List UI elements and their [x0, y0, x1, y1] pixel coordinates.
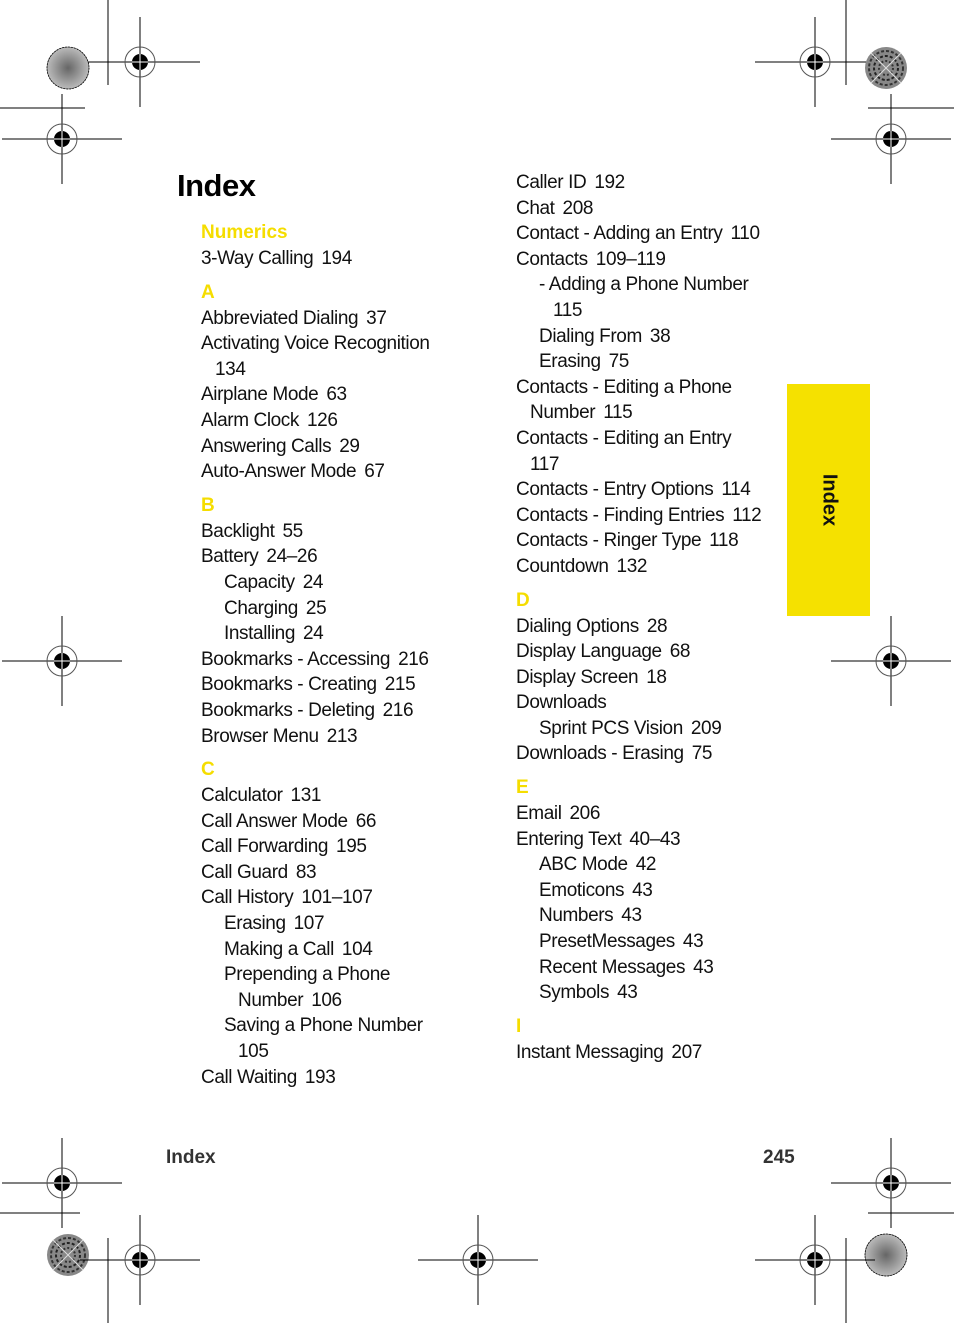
- index-page-ref[interactable]: 115: [553, 299, 583, 321]
- index-page-ref[interactable]: 43: [682, 931, 704, 953]
- index-subentry[interactable]: [516, 324, 796, 350]
- index-entry[interactable]: [516, 196, 796, 222]
- index-subentry[interactable]: [516, 980, 796, 1006]
- index-term: Call History: [201, 887, 294, 909]
- index-subentry[interactable]: [201, 570, 481, 596]
- index-entry-continuation[interactable]: [516, 400, 796, 426]
- index-page-ref[interactable]: 213: [326, 725, 358, 747]
- index-term: Number: [238, 989, 304, 1011]
- index-page-ref[interactable]: 115: [603, 402, 633, 424]
- index-page-ref[interactable]: 43: [617, 982, 638, 1004]
- index-page-ref[interactable]: 40–43: [629, 828, 681, 850]
- index-term: Email: [516, 803, 562, 825]
- index-term: Dialing Options: [516, 615, 639, 637]
- index-term: Charging: [224, 597, 298, 619]
- index-entry[interactable]: [201, 382, 481, 408]
- index-page-ref[interactable]: 109–119: [595, 248, 666, 270]
- index-entry[interactable]: [516, 426, 796, 452]
- index-page-ref[interactable]: 131: [290, 785, 322, 807]
- index-page-ref[interactable]: 216: [382, 699, 414, 721]
- index-page-ref[interactable]: 206: [569, 803, 601, 825]
- index-entry[interactable]: [516, 614, 796, 640]
- index-term: Call Answer Mode: [201, 810, 348, 832]
- index-letter-heading: C: [201, 759, 215, 781]
- index-letter-heading: B: [201, 494, 215, 516]
- index-page-ref[interactable]: 195: [336, 836, 367, 858]
- index-term: Contacts: [516, 248, 588, 270]
- index-term: Numbers: [539, 905, 614, 927]
- index-letter-heading: I: [516, 1015, 522, 1037]
- index-page-ref[interactable]: 24: [303, 623, 324, 645]
- index-page-ref[interactable]: 106: [311, 989, 342, 1011]
- index-term: Chat: [516, 197, 555, 219]
- index-term: Contacts - Editing a Phone: [516, 376, 732, 398]
- index-entry[interactable]: [516, 665, 796, 691]
- index-entry-continuation[interactable]: [516, 298, 796, 324]
- index-term: Number: [530, 402, 596, 424]
- index-term: Display Screen: [516, 666, 639, 688]
- index-term: 3-Way Calling: [201, 248, 314, 269]
- index-page-ref[interactable]: 63: [326, 384, 347, 406]
- index-page-ref[interactable]: 207: [671, 1041, 702, 1063]
- index-entry[interactable]: [516, 827, 796, 853]
- index-term: Caller ID: [516, 172, 587, 193]
- index-page-ref[interactable]: 24: [302, 571, 324, 593]
- index-page-ref[interactable]: 37: [366, 307, 387, 329]
- index-entry[interactable]: [201, 306, 481, 332]
- index-entry-continuation[interactable]: [201, 1039, 481, 1065]
- index-entry[interactable]: [201, 459, 481, 485]
- section-tab-label: Index: [818, 473, 840, 527]
- index-entry[interactable]: [201, 783, 481, 809]
- index-entry[interactable]: [201, 434, 481, 460]
- index-term: Airplane Mode: [201, 384, 319, 406]
- index-entry[interactable]: [516, 477, 796, 503]
- index-term: Recent Messages: [539, 956, 686, 978]
- index-term: Erasing: [539, 351, 601, 373]
- index-page-ref[interactable]: 208: [562, 197, 594, 219]
- index-term: Sprint PCS Vision: [539, 717, 683, 739]
- index-entry[interactable]: [516, 639, 796, 665]
- index-entry[interactable]: [201, 331, 481, 357]
- index-page-ref[interactable]: 107: [293, 913, 325, 935]
- index-subentry[interactable]: [201, 621, 481, 647]
- index-subentry[interactable]: [201, 1013, 481, 1039]
- index-subentry[interactable]: [516, 878, 796, 904]
- index-term: Capacity: [224, 571, 295, 593]
- index-entry[interactable]: [516, 741, 796, 767]
- index-term: Saving a Phone Number: [224, 1015, 423, 1037]
- index-page-ref[interactable]: 134: [215, 358, 246, 380]
- index-subentry[interactable]: [201, 962, 481, 988]
- index-page-ref[interactable]: 192: [594, 172, 625, 193]
- index-page-ref[interactable]: 75: [608, 351, 629, 373]
- index-term: Battery: [201, 546, 259, 568]
- index-term: Contacts - Editing an Entry: [516, 427, 732, 449]
- index-entry[interactable]: [516, 554, 796, 580]
- index-page-ref[interactable]: 43: [632, 879, 653, 901]
- index-term: Alarm Clock: [201, 409, 300, 431]
- index-page-ref[interactable]: 25: [305, 597, 327, 619]
- index-page-ref[interactable]: 43: [621, 905, 642, 927]
- index-entry-continuation[interactable]: [201, 988, 481, 1014]
- index-term: Bookmarks - Deleting: [201, 699, 375, 721]
- index-term: Downloads - Erasing: [516, 743, 684, 765]
- index-subentry[interactable]: [201, 911, 481, 937]
- index-entry-continuation[interactable]: [516, 452, 796, 478]
- footer-section-name: Index: [166, 1147, 216, 1168]
- index-subentry[interactable]: [201, 596, 481, 622]
- index-entry[interactable]: [516, 690, 796, 716]
- index-letter-heading: Numerics: [201, 222, 288, 243]
- index-term: Contact - Adding an Entry: [516, 223, 723, 245]
- index-entry[interactable]: [516, 1040, 796, 1066]
- index-term: Erasing: [224, 913, 286, 935]
- index-page-ref[interactable]: 132: [616, 555, 648, 577]
- index-page-ref[interactable]: 75: [691, 743, 713, 765]
- index-column-right: [516, 170, 796, 1065]
- index-subentry[interactable]: [516, 272, 796, 298]
- index-term: Call Waiting: [201, 1066, 297, 1088]
- index-page-ref[interactable]: 24–26: [266, 546, 318, 568]
- index-term: Countdown: [516, 555, 609, 577]
- index-page-ref[interactable]: 68: [669, 641, 691, 663]
- index-entry[interactable]: [201, 246, 481, 272]
- index-page-ref[interactable]: 118: [709, 530, 739, 552]
- index-entry-continuation[interactable]: [201, 357, 481, 383]
- index-entry[interactable]: [516, 375, 796, 401]
- index-entry[interactable]: [201, 647, 481, 673]
- index-subentry[interactable]: [516, 929, 796, 955]
- index-page-ref[interactable]: 43: [693, 956, 714, 978]
- index-entry[interactable]: [201, 860, 481, 886]
- index-page-ref[interactable]: 216: [398, 648, 429, 670]
- index-page-ref[interactable]: 209: [690, 717, 722, 739]
- index-page-ref[interactable]: 117: [530, 453, 560, 475]
- index-letter-heading: E: [516, 777, 529, 799]
- index-term: Backlight: [201, 520, 275, 542]
- index-subentry[interactable]: [516, 852, 796, 878]
- index-term: Abbreviated Dialing: [201, 307, 359, 329]
- footer-page-number: 245: [763, 1147, 795, 1168]
- index-term: Contacts - Entry Options: [516, 479, 714, 501]
- index-term: Instant Messaging: [516, 1041, 664, 1063]
- index-term: Symbols: [539, 982, 610, 1004]
- index-term: Making a Call: [224, 938, 334, 960]
- index-entry[interactable]: [201, 672, 481, 698]
- index-entry[interactable]: [201, 544, 481, 570]
- index-page-ref[interactable]: 110: [730, 223, 760, 245]
- index-page-ref[interactable]: 55: [282, 520, 303, 542]
- index-subentry[interactable]: [516, 349, 796, 375]
- index-column-left: [201, 220, 481, 1090]
- index-term: Downloads: [516, 692, 607, 714]
- index-page-ref[interactable]: 28: [646, 615, 668, 637]
- index-entry[interactable]: [201, 809, 481, 835]
- index-entry[interactable]: [516, 801, 796, 827]
- index-page-ref[interactable]: 215: [384, 674, 416, 696]
- index-page-ref[interactable]: 193: [304, 1066, 336, 1088]
- section-tab[interactable]: [787, 384, 870, 616]
- index-term: Bookmarks - Creating: [201, 674, 377, 696]
- index-page-ref[interactable]: 29: [339, 435, 360, 457]
- index-entry[interactable]: [201, 1065, 481, 1091]
- index-entry[interactable]: [201, 885, 481, 911]
- index-entry[interactable]: [201, 834, 481, 860]
- index-entry[interactable]: [201, 724, 481, 750]
- index-term: Calculator: [201, 785, 283, 807]
- index-page-ref[interactable]: 67: [364, 461, 385, 483]
- index-term: ABC Mode: [539, 854, 628, 876]
- index-page-ref[interactable]: 104: [341, 938, 373, 960]
- index-term: - Adding a Phone Number: [539, 274, 749, 296]
- index-term: Entering Text: [516, 828, 622, 850]
- index-page-ref[interactable]: 42: [635, 854, 657, 876]
- index-entry[interactable]: [516, 221, 796, 247]
- index-term: PresetMessages: [539, 931, 675, 953]
- index-term: Contacts - Ringer Type: [516, 530, 702, 552]
- index-entry[interactable]: [201, 698, 481, 724]
- index-subentry[interactable]: [516, 903, 796, 929]
- index-entry[interactable]: [516, 170, 796, 196]
- index-page-ref[interactable]: 105: [238, 1041, 269, 1063]
- index-term: Activating Voice Recognition: [201, 333, 430, 355]
- index-subentry[interactable]: [516, 716, 796, 742]
- index-term: Browser Menu: [201, 725, 319, 747]
- index-term: Prepending a Phone: [224, 964, 391, 986]
- index-term: Auto-Answer Mode: [201, 461, 357, 483]
- index-term: Display Language: [516, 641, 662, 663]
- index-term: Dialing From: [539, 325, 642, 347]
- index-term: Installing: [224, 623, 295, 645]
- index-page-ref[interactable]: 38: [649, 325, 671, 347]
- index-page-ref[interactable]: 66: [355, 810, 377, 832]
- index-page-ref[interactable]: 18: [646, 666, 667, 688]
- index-entry[interactable]: [516, 247, 796, 273]
- index-letter-heading: D: [516, 589, 530, 611]
- index-entry[interactable]: [201, 408, 481, 434]
- index-term: Call Guard: [201, 861, 288, 883]
- index-page-ref[interactable]: 83: [295, 861, 317, 883]
- index-term: Emoticons: [539, 879, 625, 901]
- index-term: Call Forwarding: [201, 836, 329, 858]
- index-letter-heading: A: [201, 281, 215, 303]
- page-title: Index: [177, 168, 256, 203]
- index-page-ref[interactable]: 126: [307, 409, 338, 431]
- index-entry[interactable]: [516, 503, 796, 529]
- index-page-ref[interactable]: 101–107: [301, 887, 373, 909]
- index-term: Answering Calls: [201, 435, 332, 457]
- index-page-ref[interactable]: 114: [721, 479, 751, 501]
- index-page-ref[interactable]: 194: [321, 248, 352, 269]
- index-subentry[interactable]: [516, 955, 796, 981]
- index-subentry[interactable]: [201, 937, 481, 963]
- index-entry[interactable]: [516, 528, 796, 554]
- index-term: Bookmarks - Accessing: [201, 648, 391, 670]
- index-entry[interactable]: [201, 519, 481, 545]
- index-page-ref[interactable]: 112: [732, 504, 762, 526]
- index-term: Contacts - Finding Entries: [516, 504, 725, 526]
